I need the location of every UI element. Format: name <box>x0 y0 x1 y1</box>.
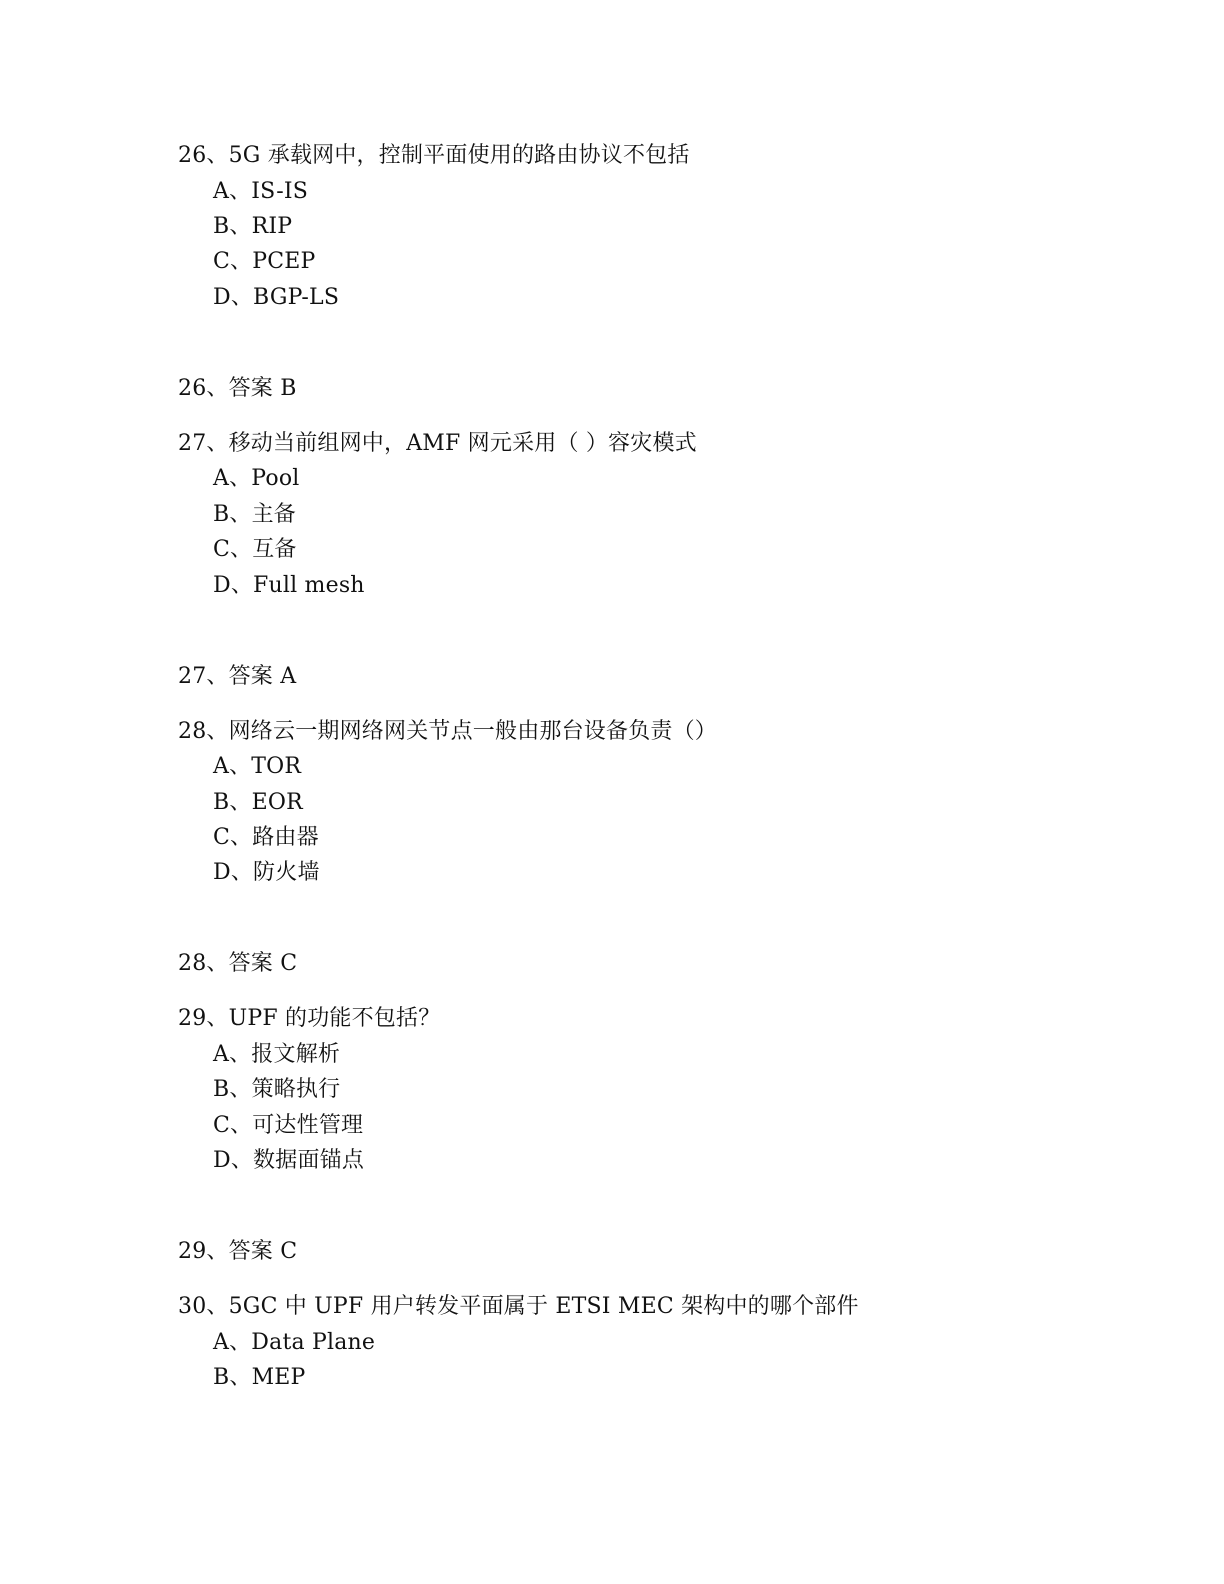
option-28-c: C、路由器 <box>213 825 319 850</box>
question-28: 28、网络云一期网络网关节点一般由那台设备负责（） <box>178 719 717 744</box>
option-27-b: B、主备 <box>213 502 296 527</box>
option-26-a: A、IS-IS <box>213 179 309 204</box>
option-29-b: B、策略执行 <box>213 1077 341 1102</box>
question-29: 29、UPF 的功能不包括？ <box>178 1006 441 1031</box>
option-30-b: B、MEP <box>213 1365 306 1390</box>
answer-28: 28、答案 C <box>178 951 298 976</box>
option-28-b: B、EOR <box>213 790 303 815</box>
option-28-a: A、TOR <box>213 754 302 779</box>
answer-27: 27、答案 A <box>178 664 297 689</box>
question-26: 26、5G 承载网中，控制平面使用的路由协议不包括 <box>178 143 690 168</box>
option-29-d: D、数据面锚点 <box>213 1148 365 1173</box>
option-26-c: C、PCEP <box>213 249 316 274</box>
option-29-c: C、可达性管理 <box>213 1113 364 1138</box>
question-27: 27、移动当前组网中，AMF 网元采用（ ）容灾模式 <box>178 431 697 456</box>
option-27-c: C、互备 <box>213 537 297 562</box>
option-27-d: D、Full mesh <box>213 573 365 598</box>
answer-26: 26、答案 B <box>178 376 297 401</box>
option-26-b: B、RIP <box>213 214 293 239</box>
question-30: 30、5GC 中 UPF 用户转发平面属于 ETSI MEC 架构中的哪个部件 <box>178 1294 859 1319</box>
option-29-a: A、报文解析 <box>213 1042 341 1067</box>
option-28-d: D、防火墙 <box>213 860 320 885</box>
option-27-a: A、Pool <box>213 466 300 491</box>
answer-29: 29、答案 C <box>178 1239 298 1264</box>
option-26-d: D、BGP-LS <box>213 285 340 310</box>
option-30-a: A、Data Plane <box>213 1330 376 1355</box>
